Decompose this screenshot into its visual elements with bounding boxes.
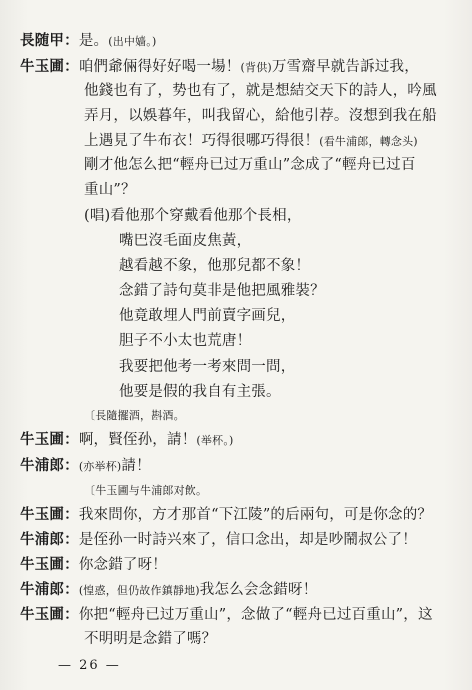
speaker-name: 牛玉圃： (20, 58, 79, 75)
stage-direction-line (84, 480, 207, 501)
script-line (20, 31, 157, 52)
line-text: (唱)看他那个穿戴看他那个長相， (84, 208, 302, 224)
line-text: 我來問你，方才那首“下江陵”的后兩句，可是你念的？ (78, 507, 433, 523)
script-line (20, 57, 419, 78)
stage-direction: (亦举杯) (78, 460, 122, 473)
script-line (20, 530, 417, 550)
line-text: 你念錯了呀！ (78, 557, 168, 573)
line-text: 重山”？ (84, 182, 136, 198)
verse-line (119, 357, 295, 377)
speaker-name: 牛玉圃： (20, 431, 79, 448)
script-line (84, 155, 416, 175)
line-text: 剛才他怎么把“輕舟已过万重山”念成了“輕舟已过百 (84, 157, 416, 173)
speaker-name: 牛玉圃： (20, 606, 79, 623)
line-text: 他竟敢埋人門前賣字画兒， (119, 308, 296, 324)
speaker-name: 長随甲： (20, 32, 79, 49)
script-line (84, 81, 437, 101)
stage-direction: 〔長隨擺酒，斟酒。 (84, 409, 185, 422)
verse-line (119, 331, 251, 351)
speaker-name: 牛浦郎： (20, 531, 79, 548)
speaker-name: 牛浦郎： (20, 581, 79, 598)
script-line (84, 629, 216, 649)
script-line (20, 430, 234, 451)
speaker-name: 牛浦郎： (20, 457, 79, 474)
line-text: 胆子不小太也荒唐！ (119, 333, 252, 349)
line-text: 我要把他考一考來問一問， (119, 359, 296, 375)
line-text: 你把“輕舟已过万重山”，念做了“輕舟已过百重山”，这 (78, 607, 433, 623)
stage-direction: 〔牛玉圃与牛浦郎对飲。 (84, 484, 208, 497)
verse-line (119, 306, 295, 326)
script-line (84, 106, 437, 126)
line-text: 越看越不象，他那兒都不象！ (119, 258, 311, 274)
verse-line (84, 206, 302, 226)
script-line (20, 505, 432, 525)
script-line (84, 180, 136, 200)
line-text: 是侄孙一时詩兴來了，信口念出，却是吵鬧叔公了！ (78, 532, 417, 548)
line-text-tail: 万雪齋早就告訴过我， (271, 59, 419, 75)
verse-line (119, 281, 325, 301)
line-text: 不明明是念錯了嗎？ (84, 631, 217, 647)
speaker-name: 牛玉圃： (20, 556, 79, 573)
verse-line (119, 231, 251, 251)
script-line (20, 580, 317, 601)
speaker-name: 牛玉圃： (20, 506, 79, 523)
line-text: 他錢也有了，势也有了，就是想結交天下的詩人，吟風 (84, 83, 437, 99)
stage-direction: (出中嫱。) (108, 35, 157, 48)
script-line (20, 605, 433, 625)
line-text: 他要是假的我自有主張。 (119, 384, 281, 400)
stage-direction: (背供) (240, 61, 272, 74)
script-line (20, 555, 167, 575)
script-line (84, 131, 418, 152)
stage-direction: (看牛浦郎，轉念头) (319, 135, 418, 148)
line-text: 啊，賢侄孙，請！ (78, 432, 197, 448)
stage-direction-line (84, 405, 185, 426)
line-text: 上遇見了牛布衣！巧得很哪巧得很！ (84, 133, 320, 149)
line-text-tail: 我怎么会念錯呀！ (199, 582, 318, 598)
line-text: 嘴巴沒毛面皮焦黃， (119, 233, 252, 249)
page-number: — 26 — (58, 658, 121, 673)
line-text-tail: 請！ (121, 458, 151, 474)
line-text: 弄月，以娛暮年，叫我留心，給他引荐。沒想到我在船 (84, 108, 437, 124)
script-line (20, 456, 151, 477)
verse-line (119, 256, 310, 276)
line-text: 咱們爺倆得好好喝一場！ (78, 59, 241, 75)
line-text: 念錯了詩句莫非是他把風雅裝？ (119, 283, 325, 299)
stage-direction: (惶惑，但仍故作鎮靜地) (78, 584, 200, 597)
line-text: 是。 (78, 33, 109, 49)
verse-line (119, 382, 281, 402)
stage-direction: (举杯。) (196, 434, 234, 447)
